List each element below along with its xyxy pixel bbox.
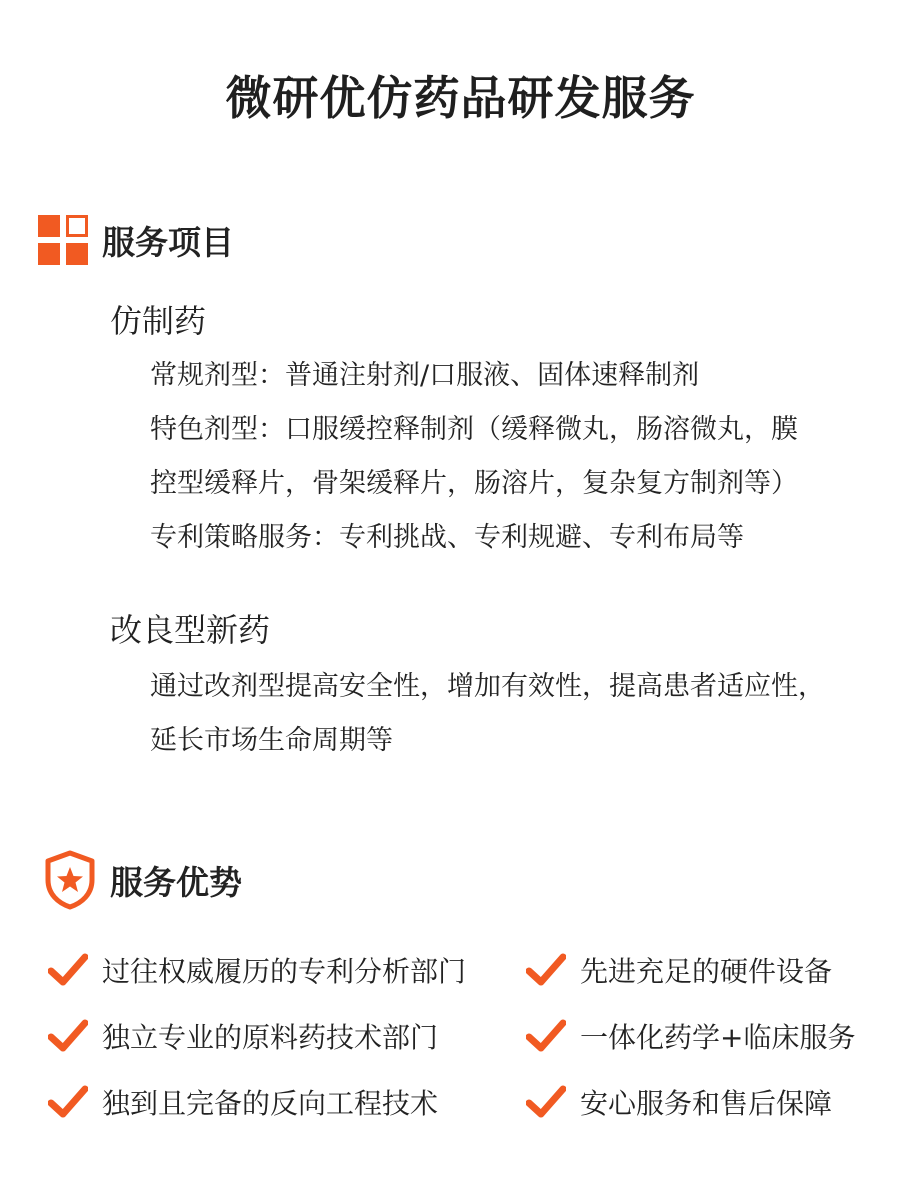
- advantage-text: 过往权威履历的专利分析部门: [102, 955, 467, 988]
- check-icon: [48, 1085, 88, 1119]
- advantage-text: 独立专业的原料药技术部门: [102, 1021, 439, 1054]
- generic-line-4: 专利策略服务：专利挑战、专利规避、专利布局等: [150, 522, 744, 553]
- advantage-text: 独到且完备的反向工程技术: [102, 1087, 439, 1120]
- advantage-text: 一体化药学+临床服务: [580, 1021, 856, 1054]
- generic-line-1: 常规剂型：普通注射剂/口服液、固体速释制剂: [150, 360, 700, 391]
- advantage-item: [48, 950, 466, 990]
- services-section-header: [38, 215, 234, 265]
- check-icon: [526, 953, 566, 987]
- advantage-text: 先进充足的硬件设备: [580, 955, 833, 988]
- generic-drug-body: [150, 349, 870, 565]
- shield-star-icon: [44, 850, 96, 910]
- advantage-item: [48, 1082, 438, 1122]
- check-icon: [526, 1019, 566, 1053]
- generic-line-3: 控型缓释片，骨架缓释片，肠溶片，复杂复方制剂等）: [150, 468, 798, 499]
- advantage-item: [526, 1016, 855, 1056]
- check-icon: [48, 1019, 88, 1053]
- check-icon: [526, 1085, 566, 1119]
- check-icon: [48, 953, 88, 987]
- services-heading: 服务项目: [102, 222, 234, 262]
- improved-line-1: 通过改剂型提高安全性，增加有效性，提高患者适应性，: [150, 671, 825, 702]
- advantages-heading: 服务优势: [110, 862, 242, 902]
- improved-drug-body: [150, 660, 870, 768]
- improved-line-2: 延长市场生命周期等: [150, 725, 393, 756]
- grid-icon: [38, 215, 88, 265]
- advantage-text: 安心服务和售后保障: [580, 1087, 833, 1120]
- advantage-item: [526, 950, 832, 990]
- advantages-section-header: [44, 850, 242, 910]
- improved-drug-heading: 改良型新药: [110, 611, 271, 649]
- page-title: 微研优仿药品研发服务: [225, 71, 696, 125]
- advantage-item: [526, 1082, 832, 1122]
- generic-line-2: 特色剂型：口服缓控释制剂（缓释微丸，肠溶微丸，膜: [150, 414, 798, 445]
- advantage-item: [48, 1016, 438, 1056]
- generic-drug-heading: 仿制药: [110, 302, 207, 340]
